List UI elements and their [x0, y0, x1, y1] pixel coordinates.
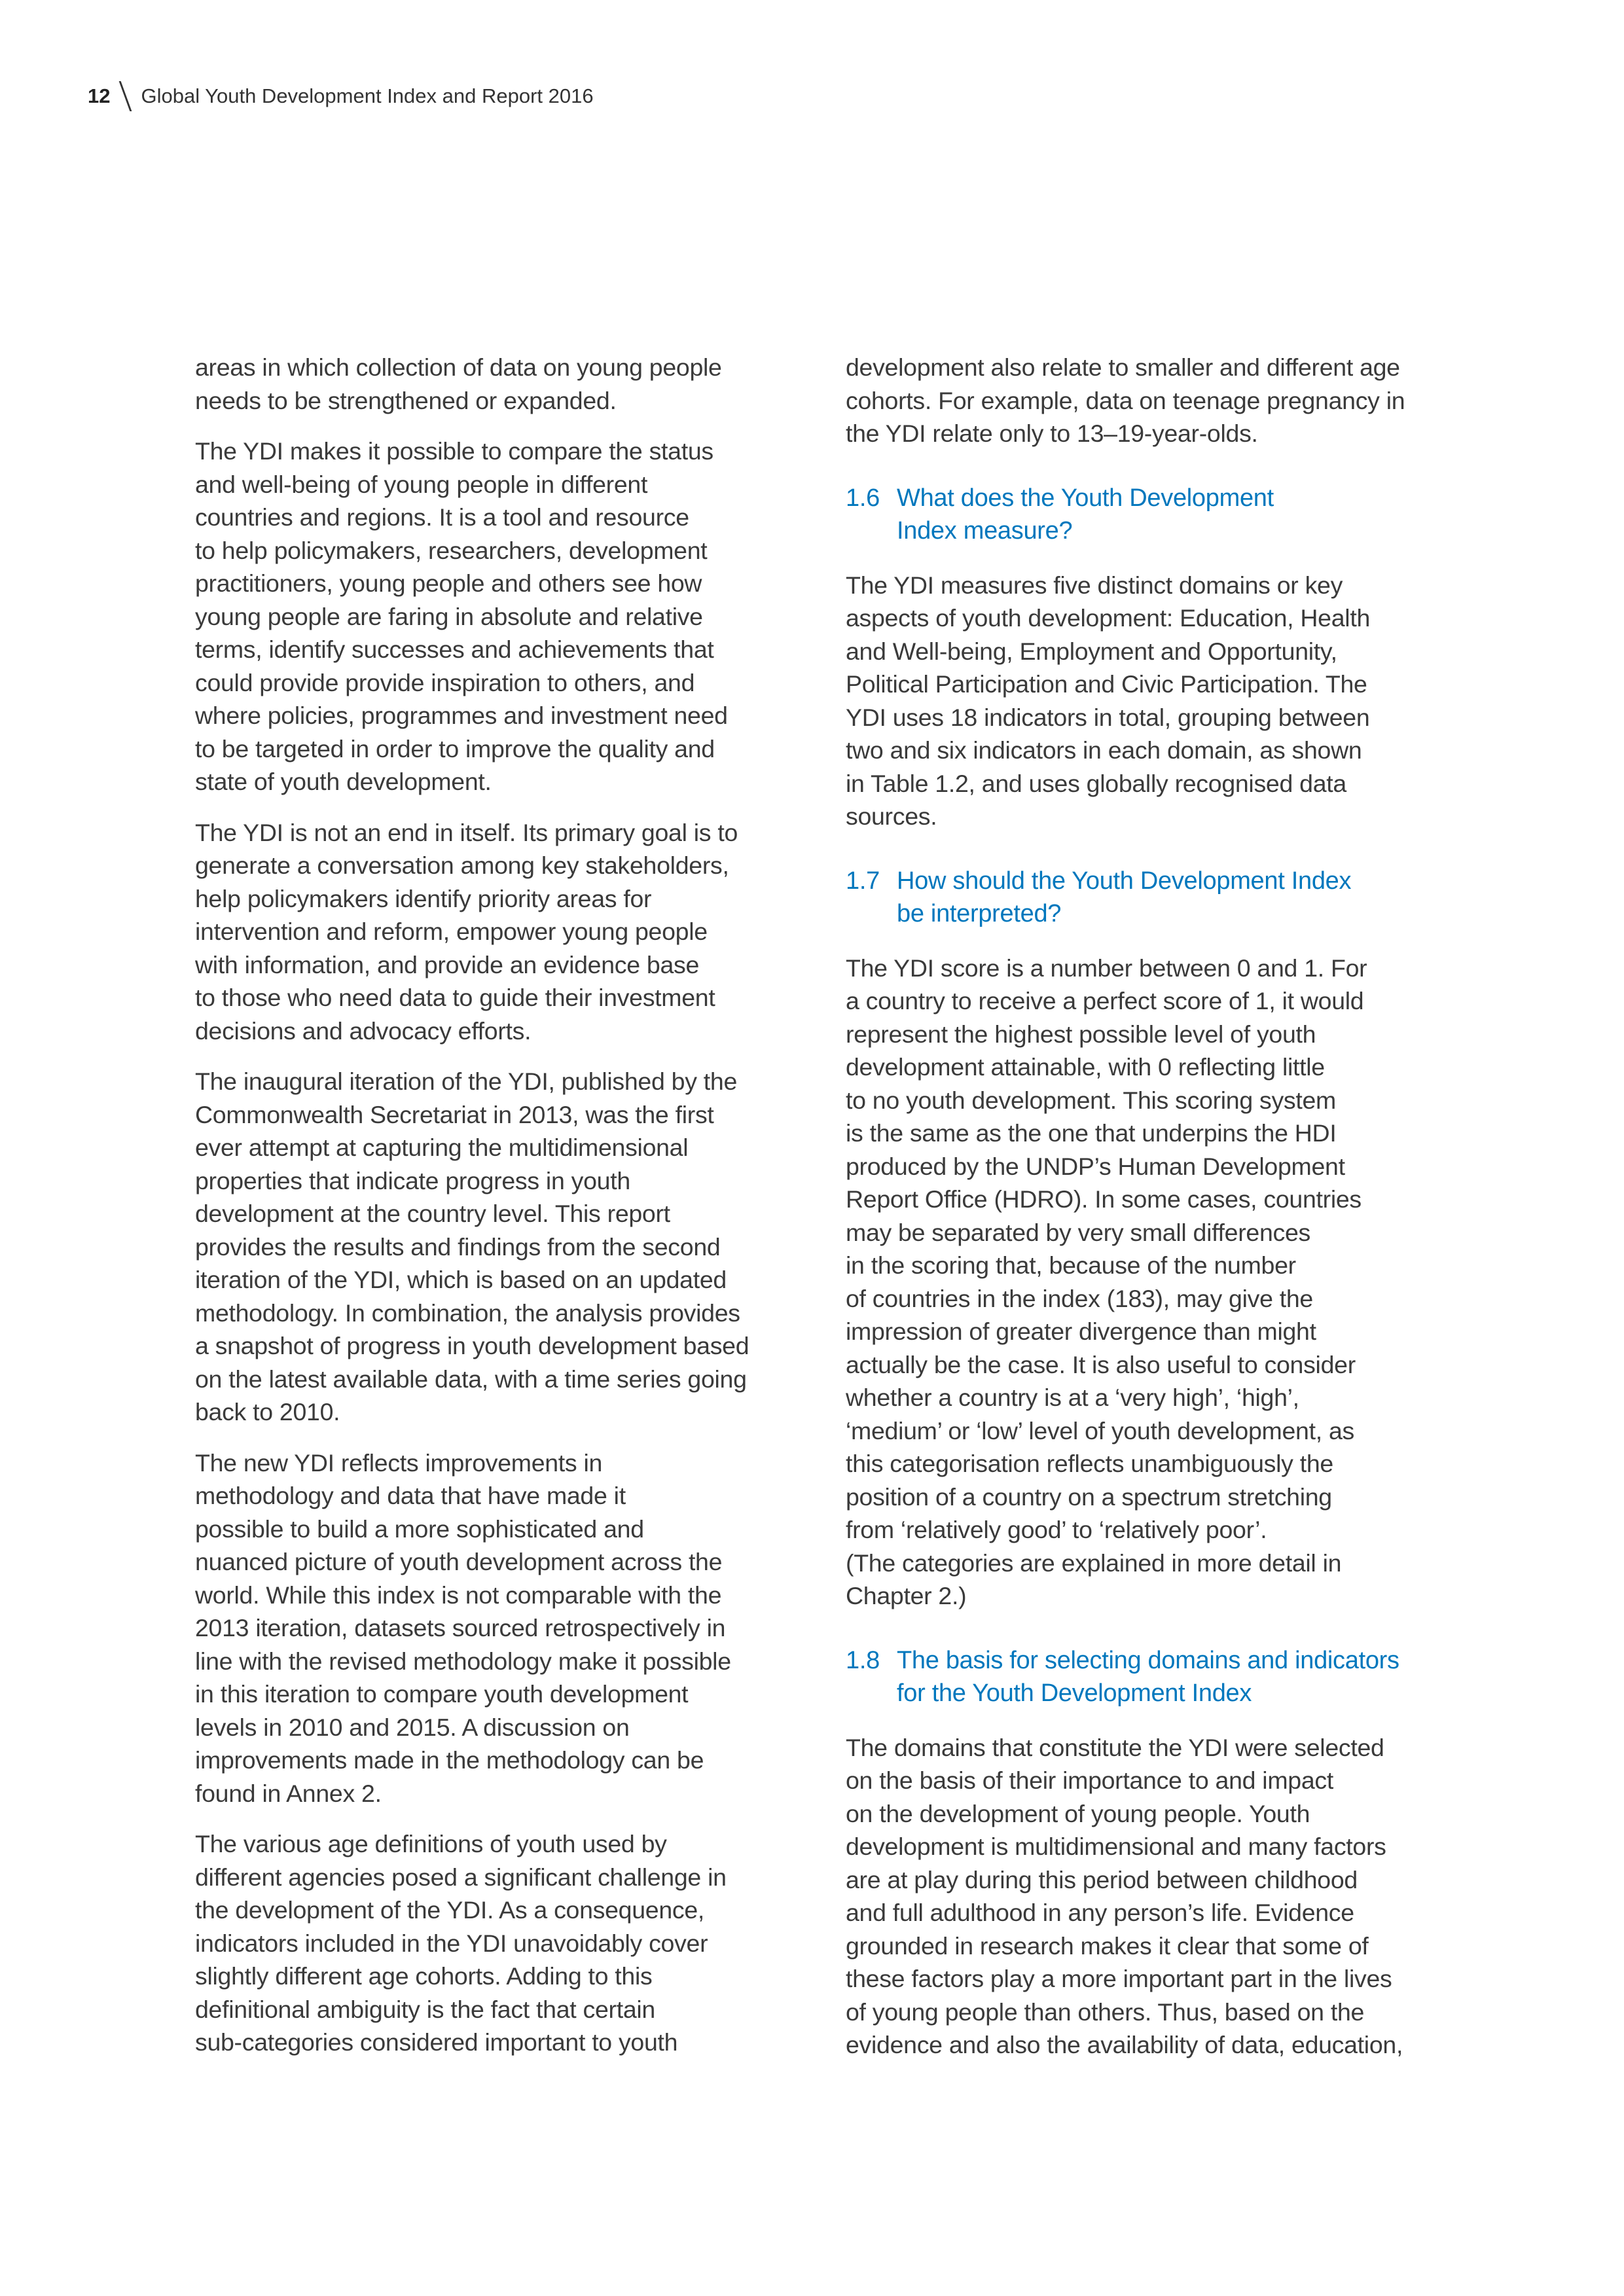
left-column [195, 351, 804, 2077]
paragraph: development also relate to smaller and different age cohorts. For example, data on teenage pregnancy in the YDI relate only to 13–19-year-olds. [846, 353, 1405, 447]
paragraph: The YDI measures five distinct domains or key aspects of youth development: Education, Health and Well-being, Employment and Opportunity, Political Participation and Civic Participation. The YDI uses 18 indicators in total, grouping between two and six indicators in each domain, as shown in Table 1.2, and uses globally recognised data sources. [846, 571, 1370, 830]
section-number: 1.7 [846, 867, 880, 895]
section-title: What does the Youth Development Index measure? [897, 484, 1274, 545]
paragraph: areas in which collection of data on young people needs to be strengthened or expanded. [195, 353, 722, 414]
separator-slash [119, 81, 132, 111]
section-heading-1-7 [846, 865, 1454, 931]
paragraph: The domains that constitute the YDI were selected on the basis of their importance to and impact on the development of young people. Youth development is multidimensional and many factors are at play during this period between childhood and full adulthood in any person’s life. Evidence grounded in research makes it clear that some of these factors play a more important part in the lives of young people than others. Thus, based on the evidence and also the availability of data, education, [846, 1733, 1403, 2058]
section-number: 1.6 [846, 484, 880, 512]
right-column [846, 351, 1454, 2079]
paragraph: The YDI is not an end in itself. Its primary goal is to generate a conversation among key stakeholders, help policymakers identify priority areas for intervention and reform, empower young people with information, and provide an evidence base to those who need data to guide their investment decisions and advocacy efforts. [195, 818, 738, 1045]
publication-title: Global Youth Development Index and Report 2016 [141, 84, 594, 107]
section-title: The basis for selecting domains and indicators for the Youth Development Index [897, 1646, 1399, 1707]
paragraph: The YDI score is a number between 0 and 1. For a country to receive a perfect score of 1, it would represent the highest possible level of youth development attainable, with 0 reflecting little to no youth development. This scoring system is the same as the one that underpins the HDI produced by the UNDP’s Human Development Report Office (HDRO). In some cases, countries may be separated by very small differences in the scoring that, because of the number of countries in the index (183), may give the impression of greater divergence than might actually be the case. It is also useful to consider whether a country is at a ‘very high’, ‘high’, ‘medium’ or ‘low’ level of youth development, as this categorisation reflects unambiguously the position of a country on a spectrum stretching from ‘relatively good’ to ‘relatively poor’. (The categories are explained in more detail in Chapter 2.) [846, 954, 1367, 1609]
section-title: How should the Youth Development Index be interpreted? [897, 867, 1352, 927]
section-heading-1-6 [846, 482, 1454, 548]
paragraph: The new YDI reflects improvements in methodology and data that have made it possible to build a more sophisticated and nuanced picture of youth development across the world. While this index is not comparable with the 2013 iteration, datasets sourced retrospectively in line with the revised methodology make it possible in this iteration to compare youth development levels in 2010 and 2015. A discussion on improvements made in the methodology can be found in Annex 2. [195, 1448, 731, 1807]
paragraph: The YDI makes it possible to compare the status and well-being of young people in different countries and regions. It is a tool and resource to help policymakers, researchers, development practitioners, young people and others see how young people are faring in absolute and relative terms, identify successes and achievements that could provide provide inspiration to others, and where policies, programmes and investment need to be targeted in order to improve the quality and state of youth development. [195, 437, 728, 795]
paragraph: The inaugural iteration of the YDI, published by the Commonwealth Secretariat in 2013, was the first ever attempt at capturing the multidimensional properties that indicate progress in youth development at the country level. This report provides the results and findings from the second iteration of the YDI, which is based on an updated methodology. In combination, the analysis provides a snapshot of progress in youth development based on the latest available data, with a time series going back to 2010. [195, 1067, 749, 1426]
section-heading-1-8 [846, 1644, 1454, 1710]
running-header [88, 81, 594, 111]
section-number: 1.8 [846, 1646, 880, 1674]
page-number: 12 [88, 84, 111, 107]
paragraph: The various age definitions of youth used by different agencies posed a significant challenge in the development of the YDI. As a consequence, indicators included in the YDI unavoidably cover slightly different age cohorts. Adding to this definitional ambiguity is the fact that certain sub-categories considered important to youth [195, 1830, 727, 2056]
